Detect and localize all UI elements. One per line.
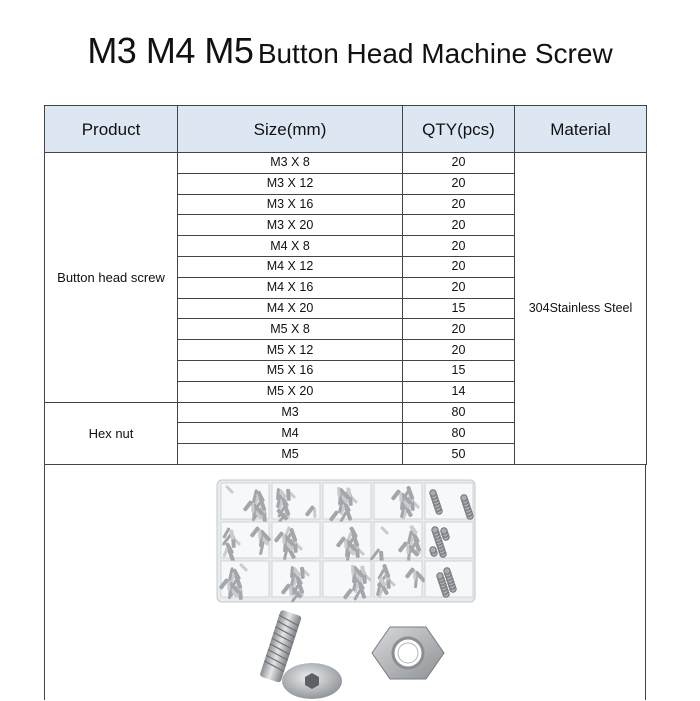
product-photo-area <box>44 464 646 700</box>
spec-table <box>44 105 647 465</box>
qty-cell: 20 <box>403 153 515 174</box>
material-cell: 304Stainless Steel <box>515 153 647 465</box>
size-cell: M5 X 16 <box>178 360 403 381</box>
table-body <box>45 153 647 465</box>
size-cell: M5 X 12 <box>178 340 403 361</box>
qty-cell: 20 <box>403 194 515 215</box>
qty-cell: 20 <box>403 215 515 236</box>
assortment-box-photo <box>216 479 476 603</box>
qty-cell: 15 <box>403 298 515 319</box>
qty-cell: 80 <box>403 423 515 444</box>
table-header-row <box>45 106 647 153</box>
size-cell: M5 <box>178 444 403 465</box>
size-cell: M4 X 16 <box>178 277 403 298</box>
size-cell: M4 X 8 <box>178 236 403 257</box>
product-cell: Hex nut <box>45 402 178 464</box>
size-cell: M4 X 12 <box>178 256 403 277</box>
title-sizes: M3 M4 M5 <box>87 30 254 71</box>
header-product: Product <box>45 106 178 153</box>
product-cell: Button head screw <box>45 153 178 403</box>
page-title <box>0 30 700 72</box>
size-cell: M5 X 20 <box>178 381 403 402</box>
header-material: Material <box>515 106 647 153</box>
size-cell: M3 X 20 <box>178 215 403 236</box>
header-size: Size(mm) <box>178 106 403 153</box>
qty-cell: 20 <box>403 340 515 361</box>
size-cell: M4 X 20 <box>178 298 403 319</box>
title-product-name: Button Head Machine Screw <box>257 38 613 69</box>
size-cell: M3 X 8 <box>178 153 403 174</box>
size-cell: M4 <box>178 423 403 444</box>
size-cell: M5 X 8 <box>178 319 403 340</box>
qty-cell: 14 <box>403 381 515 402</box>
header-qty: QTY(pcs) <box>403 106 515 153</box>
qty-cell: 80 <box>403 402 515 423</box>
qty-cell: 20 <box>403 173 515 194</box>
size-cell: M3 X 12 <box>178 173 403 194</box>
qty-cell: 20 <box>403 319 515 340</box>
screw-and-nut-photo <box>240 605 470 701</box>
size-cell: M3 <box>178 402 403 423</box>
qty-cell: 50 <box>403 444 515 465</box>
qty-cell: 20 <box>403 256 515 277</box>
size-cell: M3 X 16 <box>178 194 403 215</box>
qty-cell: 20 <box>403 236 515 257</box>
table-row <box>45 153 647 174</box>
qty-cell: 15 <box>403 360 515 381</box>
qty-cell: 20 <box>403 277 515 298</box>
